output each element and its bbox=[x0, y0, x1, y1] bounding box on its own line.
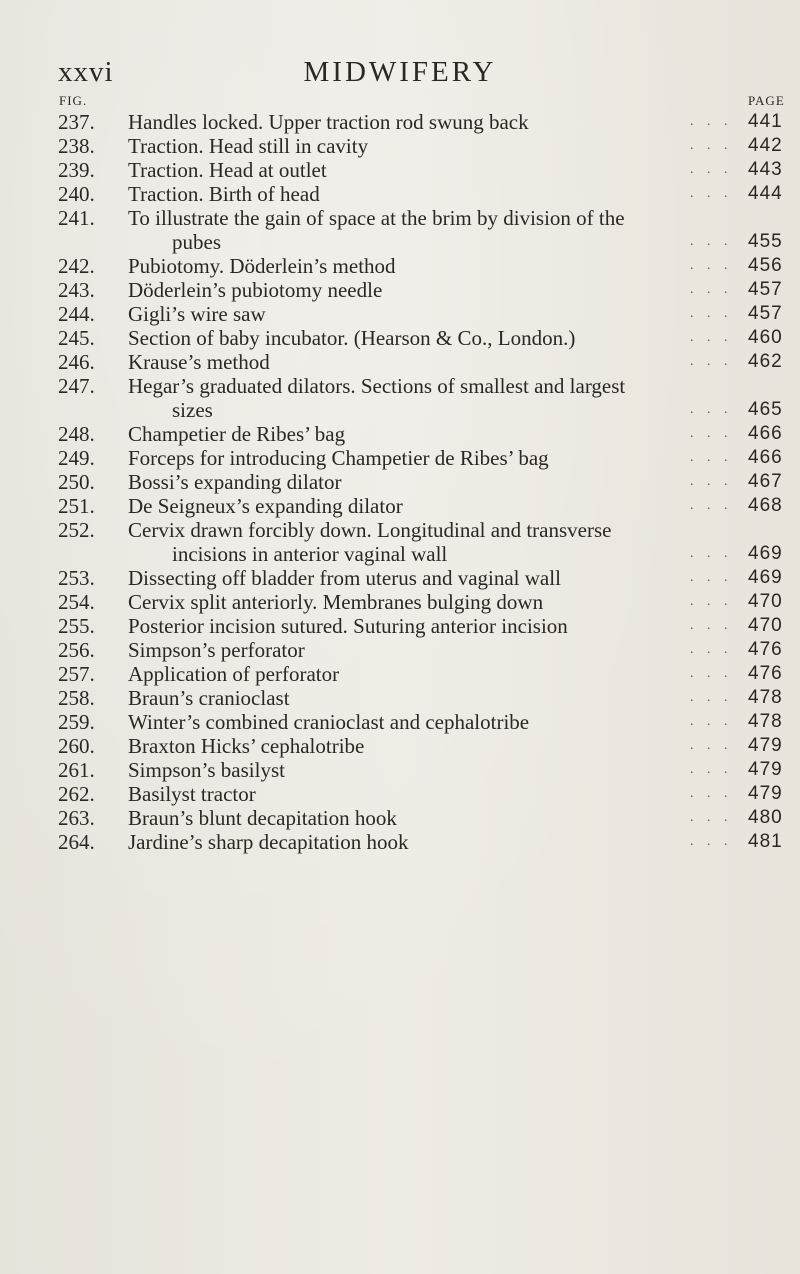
figure-caption bbox=[128, 662, 693, 686]
caption-text: De Seigneux’s expanding dilator bbox=[128, 494, 403, 518]
leader-dots: . . . bbox=[690, 162, 733, 177]
figure-number: 261. bbox=[58, 758, 95, 782]
caption-text: Braun’s blunt decapitation hook bbox=[128, 806, 397, 830]
leader-dots: . . . bbox=[690, 474, 733, 489]
leader-dots: . . . bbox=[690, 138, 733, 153]
figure-caption bbox=[128, 566, 693, 590]
caption-text: Braxton Hicks’ cephalotribe bbox=[128, 734, 365, 758]
figure-number: 255. bbox=[58, 614, 95, 638]
figure-caption bbox=[128, 254, 693, 278]
leader-dots: . . . bbox=[690, 402, 733, 417]
page-column-heading: PAGE bbox=[748, 93, 785, 108]
caption-text: Krause’s method bbox=[128, 350, 270, 374]
list-item bbox=[0, 326, 800, 350]
caption-text: Bossi’s expanding dilator bbox=[128, 470, 342, 494]
page-number: 480 bbox=[748, 807, 783, 828]
figure-number: 256. bbox=[58, 638, 95, 662]
page-number: 460 bbox=[748, 327, 783, 348]
figure-caption bbox=[128, 758, 693, 782]
leader-dots: . . . bbox=[690, 114, 733, 129]
list-item bbox=[0, 590, 800, 614]
leader-dots: . . . bbox=[690, 330, 733, 345]
list-item bbox=[0, 134, 800, 158]
page-number: 469 bbox=[748, 567, 783, 588]
leader-dots: . . . bbox=[690, 546, 733, 561]
leader-dots: . . . bbox=[690, 690, 733, 705]
figure-caption bbox=[128, 710, 693, 734]
figure-caption bbox=[128, 278, 693, 302]
caption-text: Handles locked. Upper traction rod swung back bbox=[128, 110, 529, 134]
fig-column-heading: FIG. bbox=[59, 93, 88, 108]
figure-caption bbox=[128, 182, 693, 206]
figure-caption bbox=[128, 374, 693, 422]
figure-number: 250. bbox=[58, 470, 95, 494]
page-number: 443 bbox=[748, 159, 783, 180]
page-number: 470 bbox=[748, 591, 783, 612]
list-item bbox=[0, 830, 800, 854]
leader-dots: . . . bbox=[690, 258, 733, 273]
leader-dots: . . . bbox=[690, 306, 733, 321]
list-item bbox=[0, 158, 800, 182]
list-item bbox=[0, 110, 800, 134]
figure-number: 242. bbox=[58, 254, 95, 278]
figure-caption bbox=[128, 350, 693, 374]
list-item bbox=[0, 206, 800, 254]
figure-caption bbox=[128, 494, 693, 518]
caption-continuation: sizes bbox=[172, 398, 213, 422]
figure-number: 259. bbox=[58, 710, 95, 734]
list-item bbox=[0, 182, 800, 206]
leader-dots: . . . bbox=[690, 234, 733, 249]
list-item bbox=[0, 494, 800, 518]
leader-dots: . . . bbox=[690, 738, 733, 753]
page-number: 468 bbox=[748, 495, 783, 516]
leader-dots: . . . bbox=[690, 594, 733, 609]
page-number: 479 bbox=[748, 759, 783, 780]
figure-number: 239. bbox=[58, 158, 95, 182]
list-item bbox=[0, 422, 800, 446]
caption-text: Jardine’s sharp decapitation hook bbox=[128, 830, 409, 854]
page-number: 457 bbox=[748, 279, 783, 300]
page-number: 467 bbox=[748, 471, 783, 492]
leader-dots: . . . bbox=[690, 282, 733, 297]
figure-caption bbox=[128, 518, 693, 566]
page-number: 479 bbox=[748, 735, 783, 756]
leader-dots: . . . bbox=[690, 666, 733, 681]
caption-continuation: incisions in anterior vaginal wall bbox=[172, 542, 448, 566]
figure-number: 241. bbox=[58, 206, 95, 230]
caption-text: Application of perforator bbox=[128, 662, 340, 686]
leader-dots: . . . bbox=[690, 786, 733, 801]
page-number: 478 bbox=[748, 687, 783, 708]
figure-number: 238. bbox=[58, 134, 95, 158]
caption-text: Simpson’s perforator bbox=[128, 638, 305, 662]
page-number: 466 bbox=[748, 447, 783, 468]
caption-continuation: pubes bbox=[172, 230, 221, 254]
leader-dots: . . . bbox=[690, 426, 733, 441]
figure-number: 257. bbox=[58, 662, 95, 686]
caption-text: Traction. Birth of head bbox=[128, 182, 320, 206]
page-number: 457 bbox=[748, 303, 783, 324]
page-number: 465 bbox=[748, 399, 783, 420]
caption-text: Cervix drawn forcibly down. Longitudinal and transverse bbox=[128, 518, 612, 542]
caption-text: Section of baby incubator. (Hearson & Co., London.) bbox=[128, 326, 576, 350]
list-item bbox=[0, 710, 800, 734]
list-item bbox=[0, 254, 800, 278]
page-number: 481 bbox=[748, 831, 783, 852]
page-number: 462 bbox=[748, 351, 783, 372]
figure-number: 260. bbox=[58, 734, 95, 758]
caption-text: To illustrate the gain of space at the brim by division of the bbox=[128, 206, 625, 230]
leader-dots: . . . bbox=[690, 762, 733, 777]
figure-number: 251. bbox=[58, 494, 95, 518]
leader-dots: . . . bbox=[690, 186, 733, 201]
caption-text: Forceps for introducing Champetier de Ribes’ bag bbox=[128, 446, 549, 470]
caption-text: Cervix split anteriorly. Membranes bulging down bbox=[128, 590, 544, 614]
caption-text: Simpson’s basilyst bbox=[128, 758, 285, 782]
list-item bbox=[0, 278, 800, 302]
list-item bbox=[0, 374, 800, 422]
figure-caption bbox=[128, 446, 693, 470]
figure-number: 237. bbox=[58, 110, 95, 134]
figure-number: 253. bbox=[58, 566, 95, 590]
page-number: 478 bbox=[748, 711, 783, 732]
figure-caption bbox=[128, 302, 693, 326]
figure-number: 252. bbox=[58, 518, 95, 542]
list-of-illustrations bbox=[0, 110, 800, 854]
figure-caption bbox=[128, 470, 693, 494]
caption-text: Posterior incision sutured. Suturing anterior incision bbox=[128, 614, 568, 638]
list-item bbox=[0, 350, 800, 374]
list-item bbox=[0, 662, 800, 686]
caption-text: Winter’s combined cranioclast and cephalotribe bbox=[128, 710, 530, 734]
page-number: 456 bbox=[748, 255, 783, 276]
page-header bbox=[0, 56, 800, 92]
figure-caption bbox=[128, 734, 693, 758]
leader-dots: . . . bbox=[690, 834, 733, 849]
caption-text: Basilyst tractor bbox=[128, 782, 256, 806]
figure-caption bbox=[128, 158, 693, 182]
figure-number: 258. bbox=[58, 686, 95, 710]
page-number: 479 bbox=[748, 783, 783, 804]
page-number: 444 bbox=[748, 183, 783, 204]
figure-caption bbox=[128, 590, 693, 614]
figure-caption bbox=[128, 830, 693, 854]
leader-dots: . . . bbox=[690, 618, 733, 633]
caption-text: Traction. Head at outlet bbox=[128, 158, 327, 182]
figure-number: 245. bbox=[58, 326, 95, 350]
page-number: 455 bbox=[748, 231, 783, 252]
page-number: 466 bbox=[748, 423, 783, 444]
page-number: 470 bbox=[748, 615, 783, 636]
leader-dots: . . . bbox=[690, 354, 733, 369]
figure-number: 263. bbox=[58, 806, 95, 830]
leader-dots: . . . bbox=[690, 810, 733, 825]
figure-number: 262. bbox=[58, 782, 95, 806]
list-item bbox=[0, 614, 800, 638]
figure-number: 254. bbox=[58, 590, 95, 614]
caption-text: Hegar’s graduated dilators. Sections of smallest and largest bbox=[128, 374, 626, 398]
figure-caption bbox=[128, 638, 693, 662]
list-item bbox=[0, 806, 800, 830]
list-item bbox=[0, 446, 800, 470]
list-item bbox=[0, 470, 800, 494]
figure-caption bbox=[128, 686, 693, 710]
page-folio: xxvi bbox=[58, 56, 114, 88]
figure-number: 244. bbox=[58, 302, 95, 326]
leader-dots: . . . bbox=[690, 714, 733, 729]
list-item bbox=[0, 638, 800, 662]
leader-dots: . . . bbox=[690, 642, 733, 657]
caption-text: Traction. Head still in cavity bbox=[128, 134, 369, 158]
caption-text: Braun’s cranioclast bbox=[128, 686, 290, 710]
page-number: 441 bbox=[748, 111, 783, 132]
page-number: 476 bbox=[748, 639, 783, 660]
list-item bbox=[0, 302, 800, 326]
figure-number: 249. bbox=[58, 446, 95, 470]
figure-caption bbox=[128, 326, 693, 350]
list-item bbox=[0, 566, 800, 590]
figure-number: 264. bbox=[58, 830, 95, 854]
figure-caption bbox=[128, 806, 693, 830]
list-item bbox=[0, 782, 800, 806]
figure-caption bbox=[128, 110, 693, 134]
figure-number: 248. bbox=[58, 422, 95, 446]
list-item bbox=[0, 518, 800, 566]
figure-caption bbox=[128, 422, 693, 446]
caption-text: Pubiotomy. Döderlein’s method bbox=[128, 254, 396, 278]
leader-dots: . . . bbox=[690, 498, 733, 513]
caption-text: Gigli’s wire saw bbox=[128, 302, 266, 326]
figure-number: 240. bbox=[58, 182, 95, 206]
figure-caption bbox=[128, 614, 693, 638]
running-title: MIDWIFERY bbox=[303, 56, 497, 88]
figure-number: 243. bbox=[58, 278, 95, 302]
figure-number: 246. bbox=[58, 350, 95, 374]
caption-text: Dissecting off bladder from uterus and vaginal wall bbox=[128, 566, 561, 590]
leader-dots: . . . bbox=[690, 570, 733, 585]
figure-caption bbox=[128, 206, 693, 254]
page-number: 476 bbox=[748, 663, 783, 684]
list-item bbox=[0, 758, 800, 782]
figure-caption bbox=[128, 782, 693, 806]
leader-dots: . . . bbox=[690, 450, 733, 465]
list-item bbox=[0, 686, 800, 710]
figure-caption bbox=[128, 134, 693, 158]
page-number: 469 bbox=[748, 543, 783, 564]
caption-text: Champetier de Ribes’ bag bbox=[128, 422, 346, 446]
page-number: 442 bbox=[748, 135, 783, 156]
caption-text: Döderlein’s pubiotomy needle bbox=[128, 278, 383, 302]
list-item bbox=[0, 734, 800, 758]
figure-number: 247. bbox=[58, 374, 95, 398]
